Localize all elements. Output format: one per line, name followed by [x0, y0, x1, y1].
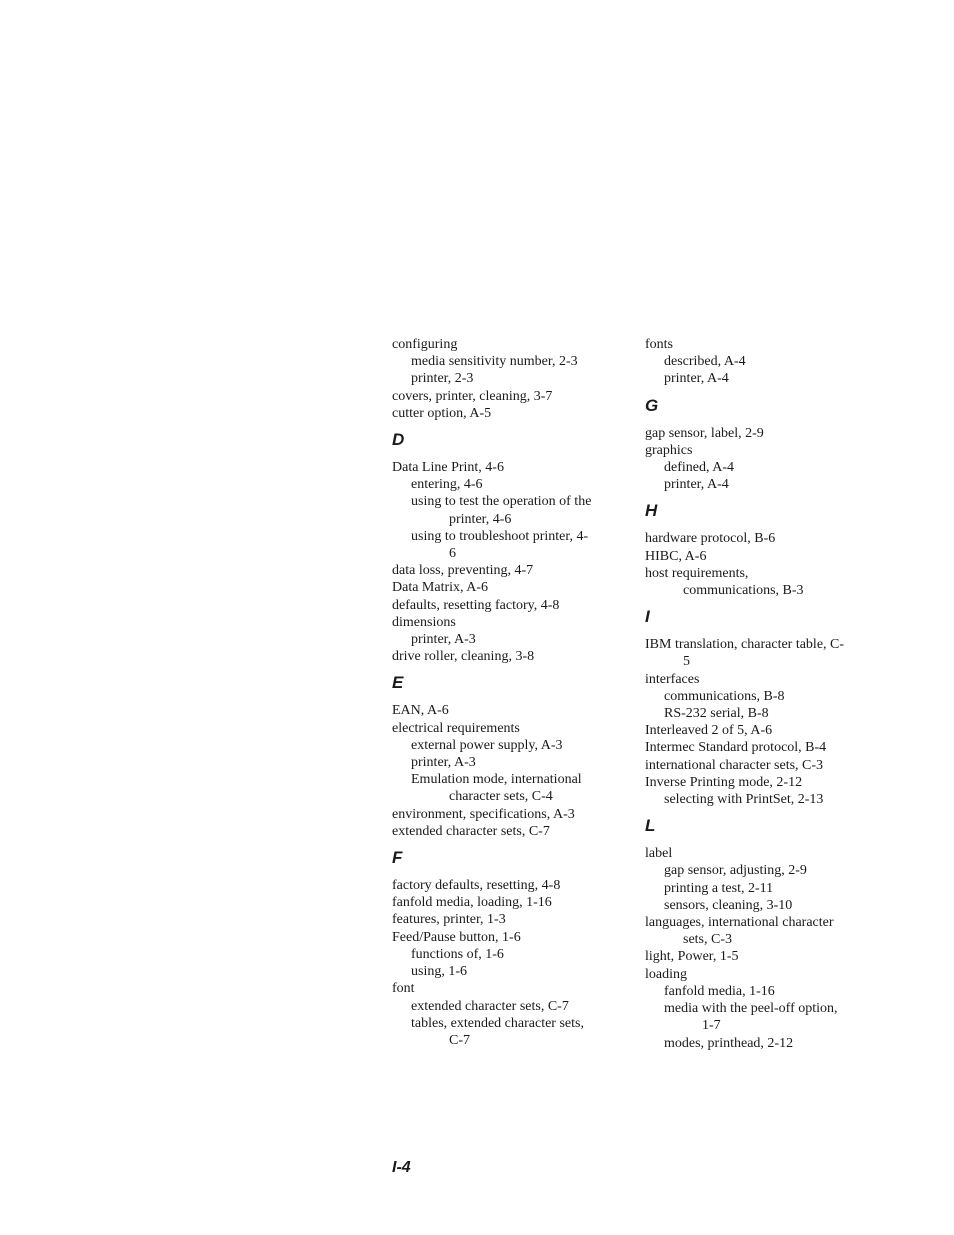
index-subentry: printer, A-4 [664, 477, 729, 493]
index-entry: host requirements, communications, B-3 [645, 565, 804, 599]
index-entry: defaults, resetting factory, 4-8 [392, 597, 560, 613]
index-column-left [392, 336, 592, 1049]
index-entry: electrical requirements [392, 720, 520, 736]
index-section-heading: F [392, 848, 403, 868]
index-entry: Interleaved 2 of 5, A-6 [645, 723, 773, 739]
index-entry: Inverse Printing mode, 2-12 [645, 774, 803, 790]
index-subentry: sensors, cleaning, 3-10 [664, 897, 793, 913]
index-subentry: entering, 4-6 [411, 477, 483, 493]
index-entry: gap sensor, label, 2-9 [645, 425, 764, 441]
index-entry: label [645, 846, 673, 862]
index-subentry: using to test the operation of the printer, 4-6 [411, 494, 592, 527]
index-subentry: printer, 2-3 [411, 371, 474, 387]
index-entry: light, Power, 1-5 [645, 949, 739, 965]
index-entry: Data Matrix, A-6 [392, 580, 489, 596]
index-subentry: printer, A-4 [664, 371, 729, 387]
index-subentry: defined, A-4 [664, 460, 734, 476]
index-entry: EAN, A-6 [392, 703, 449, 719]
index-subentry: RS-232 serial, B-8 [664, 706, 769, 722]
index-section-heading: I [645, 607, 650, 627]
index-entry: font [392, 981, 415, 997]
index-section-heading: L [645, 816, 656, 836]
index-entry: interfaces [645, 671, 700, 687]
index-subentry: using, 1-6 [411, 964, 467, 980]
index-entry: dimensions [392, 614, 456, 630]
index-entry: factory defaults, resetting, 4-8 [392, 878, 561, 894]
index-subentry: fanfold media, 1-16 [664, 983, 775, 999]
index-entry: covers, printer, cleaning, 3-7 [392, 388, 553, 404]
index-subentry: gap sensor, adjusting, 2-9 [664, 863, 807, 879]
index-section-heading: D [392, 430, 405, 450]
index-subentry: extended character sets, C-7 [411, 998, 569, 1014]
index-entry: international character sets, C-3 [645, 757, 824, 773]
index-entry: hardware protocol, B-6 [645, 531, 776, 547]
index-section-heading: G [645, 395, 659, 415]
index-subentry: using to troubleshoot printer, 4-6 [411, 528, 589, 562]
index-entry: data loss, preventing, 4-7 [392, 563, 534, 579]
index-subentry: functions of, 1-6 [411, 946, 504, 962]
index-entry: Data Line Print, 4-6 [392, 460, 504, 476]
index-entry: HIBC, A-6 [645, 548, 707, 564]
index-subentry: communications, B-8 [664, 688, 785, 704]
index-subentry: tables, extended character sets, C-7 [411, 1015, 584, 1048]
index-subentry: printer, A-3 [411, 755, 476, 771]
index-subentry: media sensitivity number, 2-3 [411, 354, 578, 370]
index-subentry: printing a test, 2-11 [664, 880, 774, 896]
index-subentry: external power supply, A-3 [411, 737, 563, 753]
index-subentry: Emulation mode, international character sets, C-4 [411, 772, 582, 805]
index-subentry: media with the peel-off option, 1-7 [664, 1001, 838, 1034]
index-section-heading: H [645, 501, 658, 521]
index-subentry: modes, printhead, 2-12 [664, 1035, 794, 1051]
index-entry: configuring [392, 337, 458, 352]
index-entry: Feed/Pause button, 1-6 [392, 929, 521, 945]
index-entry: fanfold media, loading, 1-16 [392, 895, 552, 911]
index-subentry: selecting with PrintSet, 2-13 [664, 792, 824, 808]
index-entry: features, printer, 1-3 [392, 912, 506, 928]
index-entry: languages, international character sets, C-3 [645, 915, 834, 948]
index-entry: IBM translation, character table, C-5 [645, 637, 845, 670]
index-section-heading: E [392, 673, 404, 693]
index-subentry: described, A-4 [664, 354, 746, 370]
index-entry: cutter option, A-5 [392, 405, 492, 421]
index-entry: environment, specifications, A-3 [392, 806, 575, 822]
index-entry: extended character sets, C-7 [392, 823, 550, 839]
index-entry: drive roller, cleaning, 3-8 [392, 649, 535, 665]
index-subentry: printer, A-3 [411, 632, 476, 648]
index-entry: graphics [645, 442, 693, 458]
index-entry: fonts [645, 337, 673, 352]
index-entry: Intermec Standard protocol, B-4 [645, 740, 827, 756]
index-column-right [645, 336, 845, 1052]
page-number: I-4 [392, 1159, 411, 1176]
index-entry: loading [645, 966, 687, 982]
